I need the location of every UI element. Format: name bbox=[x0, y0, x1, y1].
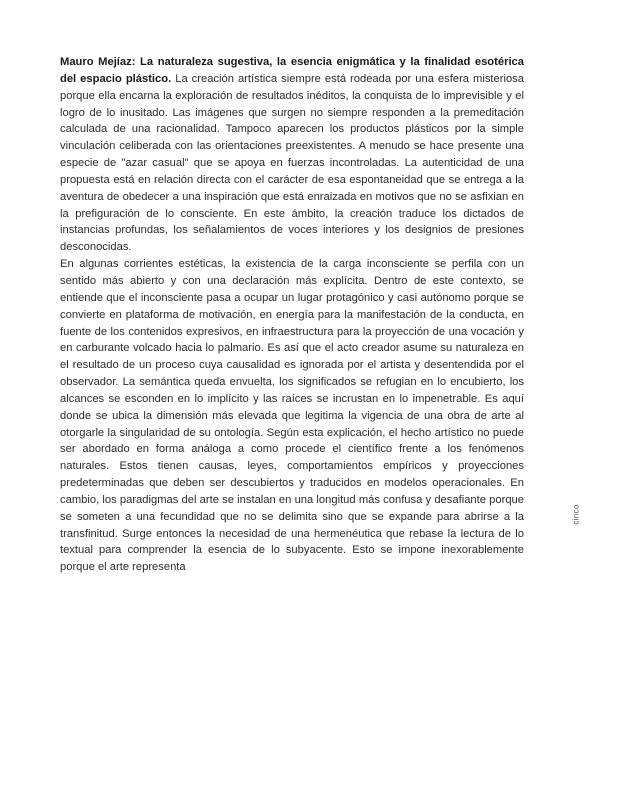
paragraph-2: En algunas corrientes estéticas, la existencia de la carga inconsciente se perfila con un sentido más abierto y con una declaración más explícita. Dentro de este contexto, se entiende que el inconsciente pasa a ocupar un lugar protagónico y casi autónomo porque se convierte en plataforma de motivación, en energía para la manifestación de la conducta, en fuente de los contenidos expresivos, en infraestructura para la proyección de una vocación y en carburante volcado hacia lo palmario. Es así que el acto creador asume su naturaleza en el resultado de un proceso cuya causalidad es ignorada por el artista y desentendida por el observador. La semántica queda envuelta, los significados se refugian en lo encubierto, los alcances se esconden en lo implícito y las raíces se incrustan en lo impenetrable. Es aquí donde se ubica la dimensión más elevada que legitima la vigencia de una obra de arte al otorgarle la singularidad de su ontología. Según esta explicación, el hecho artístico no puede ser abordado en forma análoga a como procede el científico frente a los fenómenos naturales. Estos tienen causas, leyes, comportamientos empíricos y proyecciones predeterminadas que deben ser descubiertos y traducidos en modelos operacionales. En cambio, los paradigmas del arte se instalan en una longitud más confusa y desafiante porque se someten a una fecundidad que no se delimita sino que se expande para abrirse a la transfinitud. Surge entonces la necesidad de una hermenéutica que rebase la lectura de lo textual para comprender la esencia de lo subyacente. Esto se impone inexorablemente porque el arte representa bbox=[60, 258, 524, 574]
page-number-label: cinco bbox=[571, 504, 581, 525]
article-title: Mauro Mejíaz: La naturaleza sugestiva, la esencia enigmática y la finalidad esotérica del espacio plástico. bbox=[60, 56, 524, 85]
article-body bbox=[60, 54, 524, 576]
paragraph-1 bbox=[60, 54, 524, 256]
paragraph-1-text: La creación artística siempre está rodeada por una esfera misteriosa porque ella encarna la exploración de resultados inéditos, la conquista de lo imprevisible y el logro de lo inusitado. Las imágenes que surgen no siempre responden a la premeditación calculada de una racionalidad. Tampoco aparecen los productos plásticos por la simple vinculación celiberada con las orientaciones preexistentes. A menudo se hace presente una especie de "azar casual" que se apoya en fuerzas incontroladas. La autenticidad de una propuesta está en relación directa con el carácter de esa espontaneidad que se entrega a la aventura de obedecer a una inspiración que está enraizada en motivos que no se asfixian en la prefiguración de lo consciente. En este ámbito, la creación traduce los dictados de instancias profundas, los señalamientos de voces interiores y los designios de presiones desconocidas. bbox=[60, 72, 524, 254]
